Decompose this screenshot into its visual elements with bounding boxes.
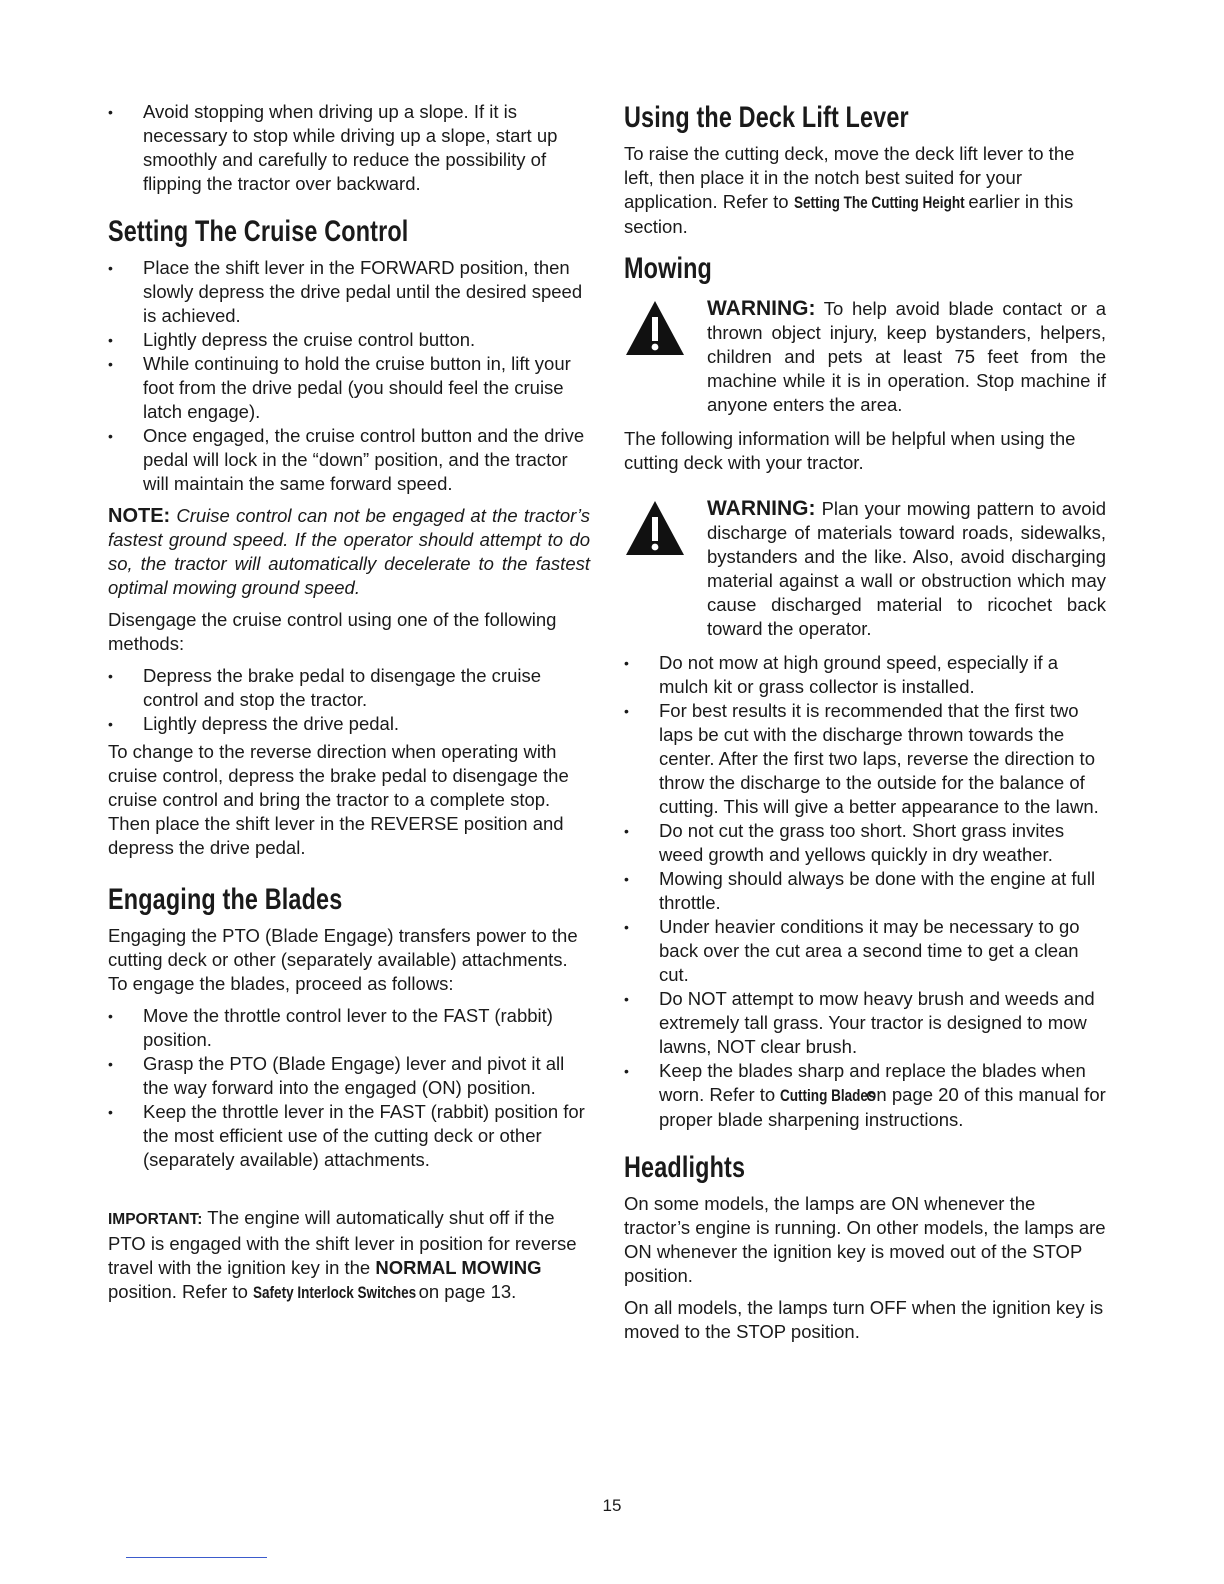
warning-triangle-icon — [624, 299, 686, 357]
engaging-blades-heading: Engaging the Blades — [108, 883, 343, 916]
list-item: • While continuing to hold the cruise button in, lift your foot from the drive pedal (you should feel the cruise latch engage). — [108, 353, 571, 422]
list-item: • Do not cut the grass too short. Short grass invites weed growth and yellows quickly in dry weather. — [624, 820, 1065, 865]
bullet-icon: • — [624, 655, 629, 671]
page-number: 15 — [602, 1496, 622, 1515]
bullet-icon: • — [624, 1063, 629, 1079]
cruise-steps-list — [108, 256, 590, 496]
list-item: • Lightly depress the cruise control button. — [108, 329, 476, 350]
bullet-icon: • — [108, 668, 113, 684]
deck-lift-heading: Using the Deck Lift Lever — [624, 101, 909, 134]
list-item: • Grasp the PTO (Blade Engage) lever and pivot it all the way forward into the engaged (ON) position. — [108, 1053, 565, 1098]
bullet-icon: • — [624, 919, 629, 935]
list-item: • For best results it is recommended that the first two laps be cut with the discharge thrown towards the center. After the first two laps, reverse the direction to throw the discharge to the outside for the balance of cutting. This will give a better appearance to the lawn. — [624, 700, 1099, 817]
bullet-icon: • — [624, 823, 629, 839]
warning-block-1: WARNING: To help avoid blade contact or a thrown object injury, keep bystanders, helpers, children and pets at least 75 feet from the machine while it is in operation. Stop machine if anyone enters the area. — [624, 297, 1106, 417]
left-column — [108, 100, 590, 1313]
list-item: • Keep the blades sharp and replace the blades when worn. Refer to Cutting Blades on page 20 of this manual for proper blade sharpening instructions. — [624, 1060, 1106, 1130]
bullet-icon: • — [108, 1056, 113, 1072]
bullet-icon: • — [108, 260, 113, 276]
list-item: • Avoid stopping when driving up a slope. If it is necessary to stop while driving up a slope, start up smoothly and carefully to reduce the possibility of flipping the tractor over backward. — [108, 101, 558, 194]
mowing-tips-list — [624, 651, 1106, 1132]
bullet-icon: • — [108, 356, 113, 372]
warning-triangle-icon — [624, 499, 686, 557]
list-item: • Keep the throttle lever in the FAST (rabbit) position for the most efficient use of the cutting deck or other (separately available) attachments. — [108, 1101, 585, 1170]
list-item: • Lightly depress the drive pedal. — [108, 713, 400, 734]
list-item: • Depress the brake pedal to disengage the cruise control and stop the tractor. — [108, 665, 542, 710]
bullet-icon: • — [624, 703, 629, 719]
list-item: • Place the shift lever in the FORWARD position, then slowly depress the drive pedal until the desired speed is achieved. — [108, 257, 583, 326]
reverse-paragraph: To change to the reverse direction when operating with cruise control, depress the brake pedal to disengage the cruise control and bring the tractor to a complete stop. Then place the shift lever in the REVERSE position and depress the drive pedal. — [108, 741, 569, 858]
list-item: • Mowing should always be done with the engine at full throttle. — [624, 868, 1096, 913]
safety-interlock-reference: Safety Interlock Switches — [253, 1284, 417, 1302]
bullet-icon: • — [108, 1104, 113, 1120]
bullet-icon: • — [108, 1008, 113, 1024]
headlights-paragraph-1: On some models, the lamps are ON whenever the tractor’s engine is running. On other models, the lamps are ON whenever the ignition key is moved out of the STOP position. — [624, 1193, 1106, 1286]
warning-block-2: WARNING: Plan your mowing pattern to avoid discharge of materials toward roads, sidewalks, bystanders and the like. Also, avoid discharging material against a wall or obstruction which may cause discharged material to ricochet back toward the operator. — [624, 497, 1106, 641]
intro-list — [108, 100, 590, 196]
blades-intro: Engaging the PTO (Blade Engage) transfers power to the cutting deck or other (separately available) attachments. To engage the blades, proceed as follows: — [108, 925, 578, 994]
footer-divider — [126, 1557, 267, 1558]
bullet-icon: • — [108, 716, 113, 732]
bullet-icon: • — [624, 871, 629, 887]
headlights-heading: Headlights — [624, 1151, 746, 1184]
bullet-icon: • — [108, 104, 113, 120]
important-paragraph: IMPORTANT: The engine will automatically shut off if the PTO is engaged with the shift lever in position for reverse travel with the ignition key in the NORMAL MOWING position. Refer to Safety Interlock Switches on page 13. — [108, 1206, 590, 1305]
mowing-info: The following information will be helpful when using the cutting deck with your tractor. — [624, 428, 1076, 473]
bullet-icon: • — [624, 991, 629, 1007]
deck-lift-paragraph: To raise the cutting deck, move the deck lift lever to the left, then place it in the notch best suited for your application. Refer to Setting The Cutting Height earlier in this section. — [624, 143, 1075, 237]
list-item: • Once engaged, the cruise control button and the drive pedal will lock in the “down” position, and the tractor will maintain the same forward speed. — [108, 425, 585, 494]
disengage-list — [108, 664, 590, 736]
headlights-paragraph-2: On all models, the lamps turn OFF when the ignition key is moved to the STOP position. — [624, 1297, 1104, 1342]
blades-steps-list — [108, 1004, 590, 1172]
bullet-icon: • — [108, 428, 113, 444]
list-item: • Move the throttle control lever to the FAST (rabbit) position. — [108, 1005, 553, 1050]
cutting-height-reference: Setting The Cutting Height — [793, 194, 965, 212]
cruise-note: NOTE: Cruise control can not be engaged at the tractor’s fastest ground speed. If the operator should attempt to do so, the tractor will automatically decelerate to the fastest optimal mowing ground speed. — [108, 505, 590, 598]
bullet-icon: • — [108, 332, 113, 348]
right-column — [624, 100, 1106, 1352]
list-item: • Do NOT attempt to mow heavy brush and weeds and extremely tall grass. Your tractor is designed to mow lawns, NOT clear brush. — [624, 988, 1095, 1057]
mowing-heading: Mowing — [624, 252, 713, 285]
cruise-control-heading: Setting The Cruise Control — [108, 215, 409, 248]
list-item: • Do not mow at high ground speed, especially if a mulch kit or grass collector is installed. — [624, 652, 1059, 697]
cutting-blades-reference: Cutting Blades — [780, 1087, 876, 1105]
disengage-intro: Disengage the cruise control using one of the following methods: — [108, 609, 557, 654]
list-item: • Under heavier conditions it may be necessary to go back over the cut area a second time to get a clean cut. — [624, 916, 1080, 985]
